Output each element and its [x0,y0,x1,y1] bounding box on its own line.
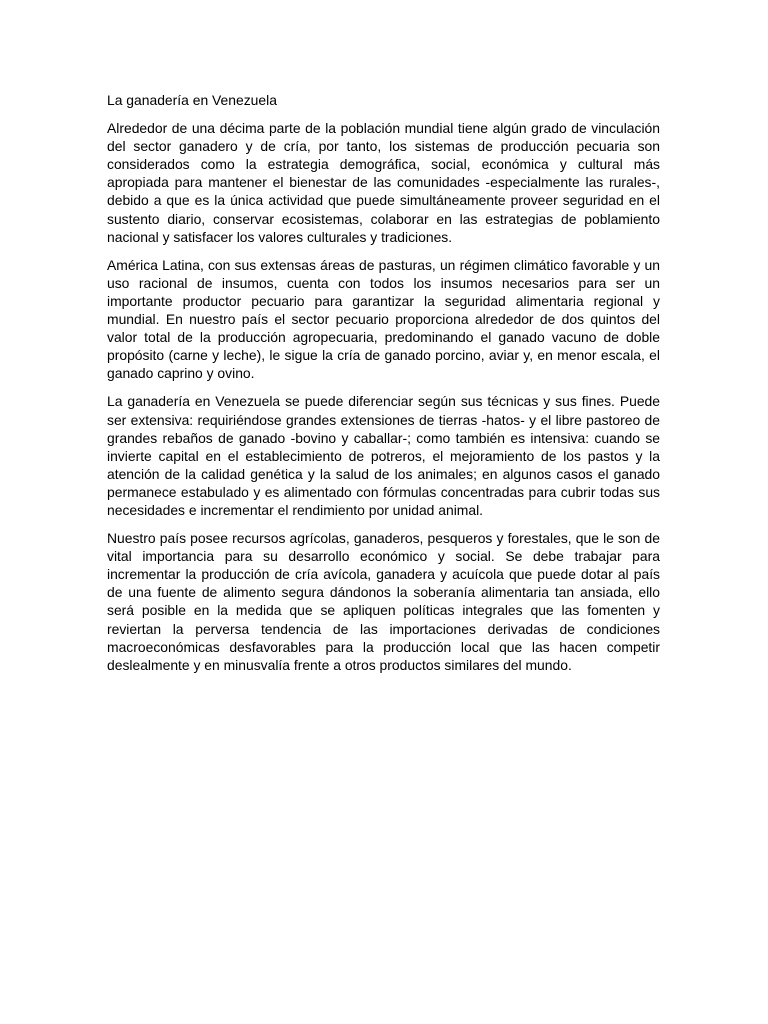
paragraph-2: América Latina, con sus extensas áreas de pasturas, un régimen climático favorable y un uso racional de insumos, cuenta con todos los insumos necesarios para ser un importante productor pecuario para garantizar la seguridad alimentaria regional y mundial. En nuestro país el sector pecuario proporciona alrededor de dos quintos del valor total de la producción agropecuaria, predominando el ganado vacuno de doble propósito (carne y leche), le sigue la cría de ganado porcino, aviar y, en menor escala, el ganado caprino y ovino. [107,256,660,382]
document-title: La ganadería en Venezuela [107,92,277,108]
paragraph-4: Nuestro país posee recursos agrícolas, ganaderos, pesqueros y forestales, que le son de vital importancia para su desarrollo económico y social. Se debe trabajar para incrementar la producción de cría avícola, ganadera y acuícola que puede dotar al país de una fuente de alimento segura dándonos la soberanía alimentaria tan ansiada, ello será posible en la medida que se apliquen políticas integrales que las fomenten y reviertan la perversa tendencia de las importaciones derivadas de condiciones macroeconómicas desfavorables para la producción local que las hacen competir deslealmente y en minusvalía frente a otros productos similares del mundo. [107,530,660,673]
paragraph-3: La ganadería en Venezuela se puede diferenciar según sus técnicas y sus fines. Puede ser extensiva: requiriéndose grandes extensiones de tierras -hatos- y el libre pastoreo de grandes rebaños de ganado -bovino y caballar-; como también es intensiva: cuando se invierte capital en el establecimiento de potreros, el mejoramiento de los pastos y la atención de la calidad genética y la salud de los animales; en algunos casos el ganado permanece estabulado y es alimentado con fórmulas concentradas para cubrir todas sus necesidades e incrementar el rendimiento por unidad animal. [107,393,660,518]
paragraph-1: Alrededor de una décima parte de la población mundial tiene algún grado de vinculación del sector ganadero y de cría, por tanto, los sistemas de producción pecuaria son considerados como la estrategia demográfica, social, económica y cultural más apropiada para mantener el bienestar de las comunidades -especialmente las rurales-, debido a que es la única actividad que puede simultáneamente proveer seguridad en el sustento diario, conservar ecosistemas, colaborar en las estrategias de poblamiento nacional y satisfacer los valores culturales y tradiciones. [107,120,660,245]
document-page [107,91,660,684]
